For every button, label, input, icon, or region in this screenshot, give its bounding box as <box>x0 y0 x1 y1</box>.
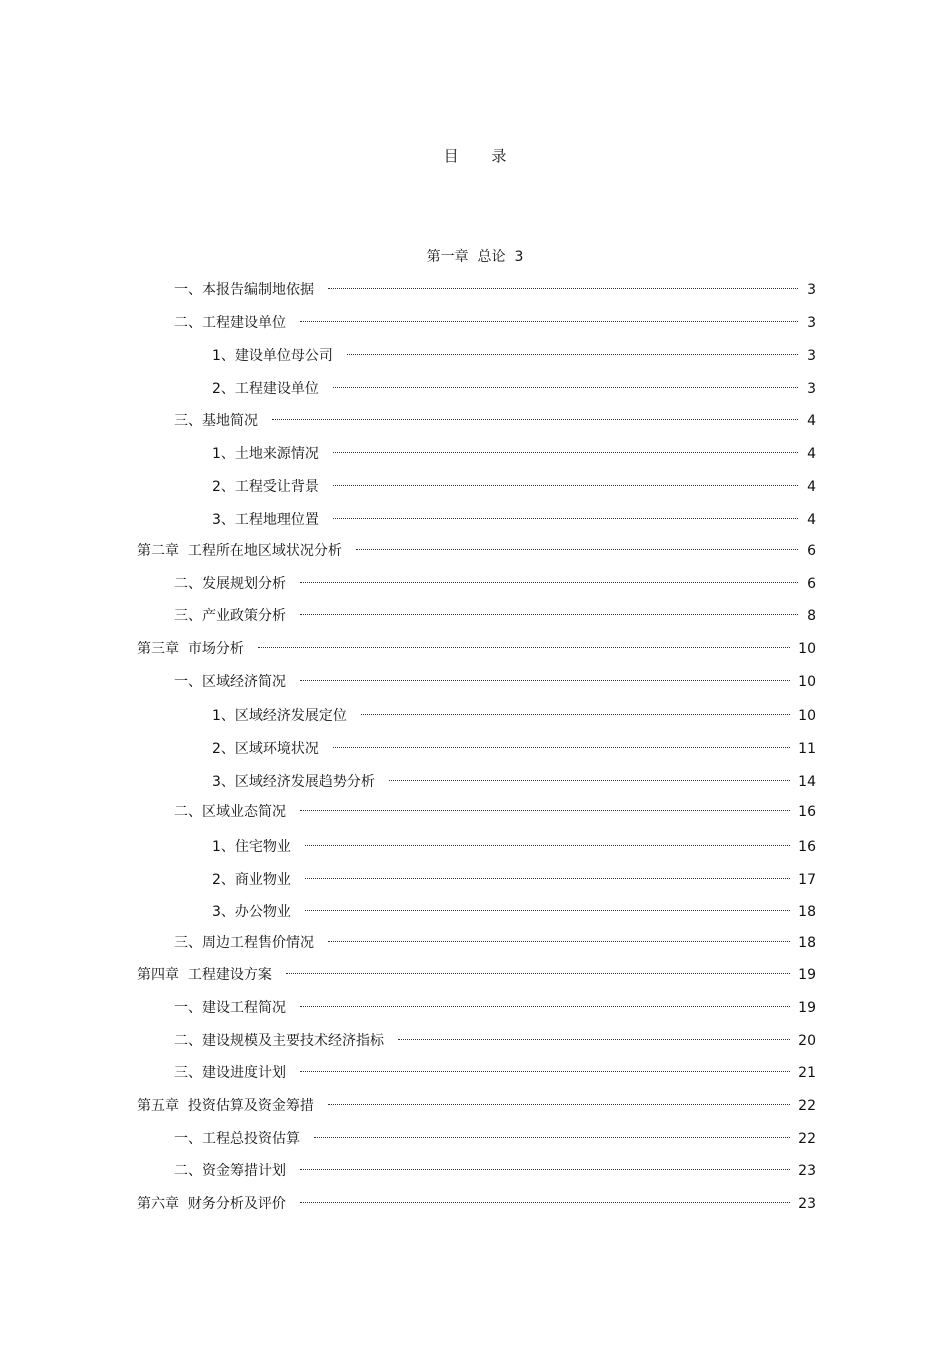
toc-entry-label: 第六章 财务分析及评价 <box>137 1196 286 1212</box>
toc-entry[interactable] <box>174 606 816 626</box>
toc-entry-label: 第三章 市场分析 <box>137 641 244 657</box>
dot-leader <box>258 647 790 648</box>
dot-leader <box>347 354 798 355</box>
toc-entry-label: 二、发展规划分析 <box>174 576 286 592</box>
dot-leader <box>300 680 790 681</box>
toc-page-number: 20 <box>798 1033 816 1049</box>
dot-leader <box>300 582 798 583</box>
dot-leader <box>305 845 790 846</box>
toc-entry[interactable] <box>212 379 816 399</box>
dot-leader <box>328 288 798 289</box>
toc-page-number: 18 <box>798 935 816 951</box>
dot-leader <box>361 714 790 715</box>
toc-entry[interactable] <box>174 574 816 594</box>
toc-page-number: 21 <box>798 1065 816 1081</box>
toc-entry[interactable] <box>212 706 816 726</box>
dot-leader <box>356 549 798 550</box>
toc-title: 目 录 <box>443 147 521 165</box>
toc-chapter-entry[interactable] <box>137 639 816 659</box>
toc-page-number: 19 <box>798 1000 816 1016</box>
toc-entry[interactable] <box>212 739 816 759</box>
toc-entry-label: 1、土地来源情况 <box>212 446 319 462</box>
toc-page-number: 4 <box>807 479 816 495</box>
toc-page-number: 4 <box>807 413 816 429</box>
toc-page-number: 23 <box>798 1163 816 1179</box>
dot-leader <box>328 1104 790 1105</box>
toc-entry-label: 三、周边工程售价情况 <box>174 935 314 951</box>
toc-entry[interactable] <box>174 998 816 1018</box>
toc-page-number: 6 <box>807 543 816 559</box>
toc-page-number: 16 <box>798 839 816 855</box>
dot-leader <box>328 941 790 942</box>
dot-leader <box>300 614 798 615</box>
toc-entry-label: 3、办公物业 <box>212 904 291 920</box>
toc-entry[interactable] <box>174 1063 816 1083</box>
toc-chapter-entry[interactable] <box>137 1194 816 1214</box>
toc-entry-label: 1、区域经济发展定位 <box>212 708 347 724</box>
dot-leader <box>300 1006 790 1007</box>
toc-entry-label: 2、区域环境状况 <box>212 741 319 757</box>
dot-leader <box>333 485 798 486</box>
dot-leader <box>398 1039 790 1040</box>
toc-entry-label: 3、工程地理位置 <box>212 512 319 528</box>
toc-entry-label: 三、产业政策分析 <box>174 608 286 624</box>
toc-entry[interactable] <box>174 1031 816 1051</box>
dot-leader <box>333 452 798 453</box>
toc-page-number: 3 <box>807 348 816 364</box>
dot-leader <box>333 387 798 388</box>
toc-entry-label: 二、区域业态简况 <box>174 804 286 820</box>
dot-leader <box>300 1071 790 1072</box>
toc-entry[interactable] <box>174 1161 816 1181</box>
toc-page-number: 10 <box>798 641 816 657</box>
toc-entry[interactable] <box>174 1129 816 1149</box>
toc-entry-label: 第二章 工程所在地区域状况分析 <box>137 543 342 559</box>
dot-leader <box>333 518 798 519</box>
toc-page-number: 3 <box>807 282 816 298</box>
chapter-one-heading: 第一章 总论 3 <box>426 249 524 265</box>
toc-entry[interactable] <box>174 411 816 431</box>
dot-leader <box>333 747 790 748</box>
toc-entry-label: 1、建设单位母公司 <box>212 348 333 364</box>
toc-page-number: 4 <box>807 446 816 462</box>
dot-leader <box>272 419 798 420</box>
toc-entry-label: 第五章 投资估算及资金筹措 <box>137 1098 314 1114</box>
toc-entry[interactable] <box>174 802 816 822</box>
toc-entry-label: 三、建设进度计划 <box>174 1065 286 1081</box>
toc-chapter-entry[interactable] <box>137 1096 816 1116</box>
toc-page-number: 18 <box>798 904 816 920</box>
toc-entry[interactable] <box>212 772 816 792</box>
toc-page-number: 17 <box>798 872 816 888</box>
toc-entry[interactable] <box>174 280 816 300</box>
toc-page-number: 10 <box>798 708 816 724</box>
toc-page-number: 19 <box>798 967 816 983</box>
toc-page-number: 4 <box>807 512 816 528</box>
toc-entry[interactable] <box>212 870 816 890</box>
toc-page-number: 22 <box>798 1131 816 1147</box>
toc-entry-label: 三、基地简况 <box>174 413 258 429</box>
toc-entry[interactable] <box>212 477 816 497</box>
toc-entry[interactable] <box>174 933 816 953</box>
toc-entry[interactable] <box>212 837 816 857</box>
toc-page-number: 16 <box>798 804 816 820</box>
dot-leader <box>300 810 790 811</box>
toc-entry-label: 1、住宅物业 <box>212 839 291 855</box>
dot-leader <box>286 973 790 974</box>
toc-entry[interactable] <box>212 346 816 366</box>
toc-page-number: 8 <box>807 608 816 624</box>
toc-chapter-entry[interactable] <box>137 965 816 985</box>
toc-page-number: 6 <box>807 576 816 592</box>
toc-entry-label: 2、商业物业 <box>212 872 291 888</box>
toc-entry-label: 二、资金筹措计划 <box>174 1163 286 1179</box>
dot-leader <box>300 1169 790 1170</box>
dot-leader <box>300 1202 790 1203</box>
toc-entry[interactable] <box>212 444 816 464</box>
toc-entry-label: 2、工程建设单位 <box>212 381 319 397</box>
toc-chapter-entry[interactable] <box>137 541 816 561</box>
toc-entry[interactable] <box>174 313 816 333</box>
dot-leader <box>389 780 790 781</box>
toc-page-number: 3 <box>807 315 816 331</box>
toc-page-number: 11 <box>798 741 816 757</box>
toc-entry-label: 3、区域经济发展趋势分析 <box>212 774 375 790</box>
toc-entry[interactable] <box>174 672 816 692</box>
dot-leader <box>300 321 798 322</box>
toc-entry-label: 一、区域经济简况 <box>174 674 286 690</box>
dot-leader <box>305 910 790 911</box>
toc-entry-label: 2、工程受让背景 <box>212 479 319 495</box>
toc-page-number: 10 <box>798 674 816 690</box>
dot-leader <box>314 1137 790 1138</box>
toc-entry-label: 二、建设规模及主要技术经济指标 <box>174 1033 384 1049</box>
dot-leader <box>305 878 790 879</box>
toc-entry-label: 二、工程建设单位 <box>174 315 286 331</box>
toc-entry[interactable] <box>212 510 816 530</box>
toc-entry-label: 一、工程总投资估算 <box>174 1131 300 1147</box>
toc-entry-label: 一、本报告编制地依据 <box>174 282 314 298</box>
toc-page-number: 3 <box>807 381 816 397</box>
toc-page-number: 14 <box>798 774 816 790</box>
toc-entry[interactable] <box>212 902 816 922</box>
toc-entry-label: 第四章 工程建设方案 <box>137 967 272 983</box>
toc-page-number: 23 <box>798 1196 816 1212</box>
toc-entry-label: 一、建设工程简况 <box>174 1000 286 1016</box>
toc-page-number: 22 <box>798 1098 816 1114</box>
